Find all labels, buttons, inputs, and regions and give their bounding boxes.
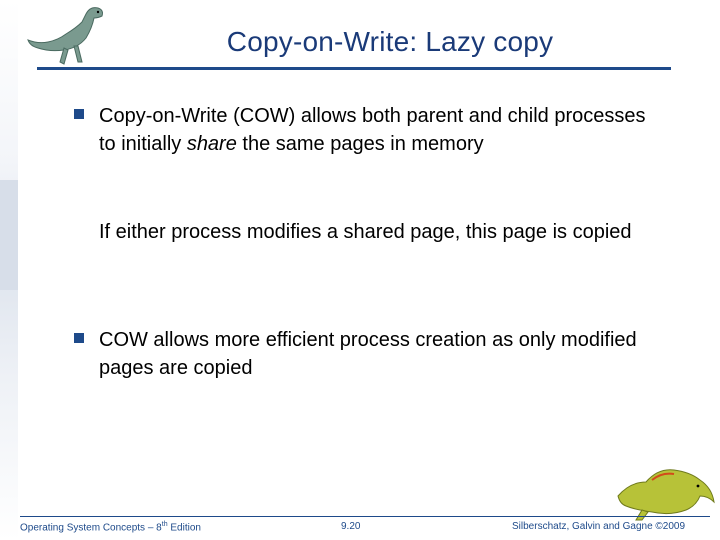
sub-paragraph-text: If either process modifies a shared page, this page is copied (99, 221, 632, 243)
bullet-1-text-before: Copy-on-Write (COW) allows both parent and child processes to initially (99, 105, 646, 155)
bullet-marker (74, 109, 84, 119)
footer-course (20, 521, 201, 533)
slide-title: Copy-on-Write: Lazy copy (226, 26, 554, 57)
title-underline (37, 67, 671, 70)
footer-rule (20, 516, 710, 517)
footer-course-sup: th (161, 521, 168, 528)
left-decorative-bar (0, 0, 18, 540)
bullet-1-text-after: the same pages in memory (236, 133, 484, 155)
bullet-text-2: COW allows more efficient process creation as only modified pages are copied (99, 329, 637, 379)
bullet-1-emphasis: share (186, 133, 237, 155)
footer-course-suffix: Edition (167, 522, 201, 534)
left-bar-band (0, 180, 18, 290)
dinosaur-logo-bottom (612, 462, 718, 522)
bullet-marker (74, 333, 84, 343)
footer-page-number: 9.20 (341, 521, 361, 532)
footer-copyright: Silberschatz, Galvin and Gagne ©2009 (512, 521, 686, 532)
bullet-text-1 (99, 102, 659, 158)
footer-course-prefix: Operating System Concepts – 8 (20, 522, 162, 534)
dinosaur-logo-top (24, 4, 114, 68)
